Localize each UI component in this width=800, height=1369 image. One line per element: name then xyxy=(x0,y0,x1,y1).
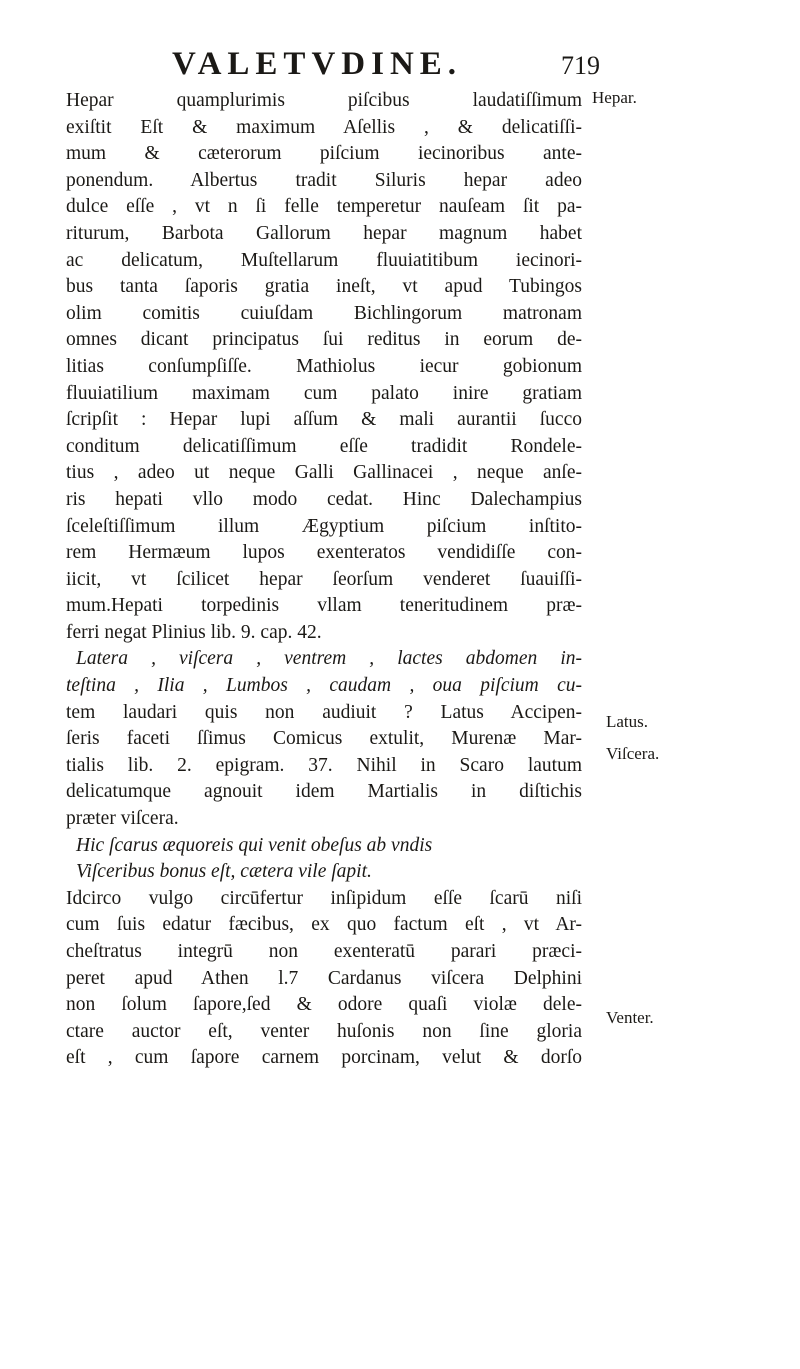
margin-note-venter: Venter. xyxy=(606,1008,654,1027)
text-line: dulce eſſe , vt n ſi felle temperetur nauſeam ſit pa- xyxy=(66,196,582,218)
text-line: olim comitis cuiuſdam Bichlingorum matronam xyxy=(66,302,582,324)
text-line: omnes dicant principatus ſui reditus in eorum de- xyxy=(66,329,582,351)
text-line: ſeris faceti ſſimus Comicus extulit, Murenæ Mar- xyxy=(66,728,582,750)
text-line: ctare auctor eſt, venter huſonis non ſine gloria xyxy=(66,1020,582,1042)
text-line: conditum delicatiſſimum eſſe tradidit Rondele- xyxy=(66,435,582,457)
text-line: ris hepati vllo modo cedat. Hinc Dalechampius xyxy=(66,488,582,510)
text-line: teſtina , Ilia , Lumbos , caudam , oua piſcium cu- xyxy=(66,675,582,697)
text-line: riturum, Barbota Gallorum hepar magnum habet xyxy=(66,222,582,244)
text-line: bus tanta ſaporis gratia ineſt, vt apud Tubingos xyxy=(66,276,582,298)
text-line: exiſtit Eſt & maximum Aſellis , & delicatiſſi- xyxy=(66,116,582,138)
margin-note-viscera: Viſcera. xyxy=(606,744,660,763)
verse-line: Viſceribus bonus eſt, cætera vile ſapit. xyxy=(76,861,372,883)
text-line: cum ſuis edatur fæcibus, ex quo factum eſt , vt Ar- xyxy=(66,914,582,936)
text-line: cheſtratus integrū non exenteratū parari præci- xyxy=(66,941,582,962)
text-line: delicatumque agnouit idem Martialis in diſtichis xyxy=(66,781,582,803)
text-line: fluuiatilium maximam cum palato inire gratiam xyxy=(66,382,582,404)
margin-note-hepar: Hepar. xyxy=(592,88,637,107)
text-line: tem laudari quis non audiuit ? Latus Accipen- xyxy=(66,701,582,723)
text-line: tius , adeo ut neque Galli Gallinacei , neque anſe- xyxy=(66,462,582,484)
text-line: Latera , viſcera , ventrem , lactes abdomen in- xyxy=(76,648,582,670)
text-line: iicit, vt ſcilicet hepar ſeorſum venderet ſuauiſſi- xyxy=(66,568,582,590)
text-line: præter viſcera. xyxy=(66,808,179,830)
running-title: VALETVDINE. xyxy=(172,46,463,82)
text-line: ſceleſtiſſimum illum Ægyptium piſcium inſtito- xyxy=(66,515,582,537)
text-line: mum & cæterorum piſcium iecinoribus ante- xyxy=(66,143,582,165)
text-line: peret apud Athen l.7 Cardanus viſcera Delphini xyxy=(66,967,582,989)
running-head xyxy=(172,44,600,90)
text-line: eſt , cum ſapore carnem porcinam, velut & dorſo xyxy=(66,1047,582,1069)
text-line: rem Hermæum lupos exenteratos vendidiſſe con- xyxy=(66,542,582,564)
text-line: ponendum. Albertus tradit Siluris hepar adeo xyxy=(66,169,582,191)
margin-note-latus: Latus. xyxy=(606,712,649,731)
text-line: Idcirco vulgo circūfertur inſipidum eſſe ſcarū niſi xyxy=(66,887,582,909)
body-text xyxy=(66,88,582,1072)
page-number: 719 xyxy=(561,51,600,80)
text-line: non ſolum ſapore,ſed & odore quaſi violæ dele- xyxy=(66,994,582,1016)
text-line: ac delicatum, Muſtellarum fluuiatitibum iecinori- xyxy=(66,249,582,271)
text-line: litias conſumpſiſſe. Mathiolus iecur gobionum xyxy=(66,355,582,377)
text-line: mum.Hepati torpedinis vllam teneritudinem præ- xyxy=(66,595,582,617)
text-line: ferri negat Plinius lib. 9. cap. 42. xyxy=(66,621,322,643)
text-line: tialis lib. 2. epigram. 37. Nihil in Scaro lautum xyxy=(66,754,582,776)
text-line: Hepar quamplurimis piſcibus laudatiſſimum xyxy=(66,90,582,111)
verse-line: Hic ſcarus æquoreis qui venit obeſus ab vndis xyxy=(76,834,433,856)
text-line: ſcripſit : Hepar lupi aſſum & mali aurantii ſucco xyxy=(66,409,582,431)
